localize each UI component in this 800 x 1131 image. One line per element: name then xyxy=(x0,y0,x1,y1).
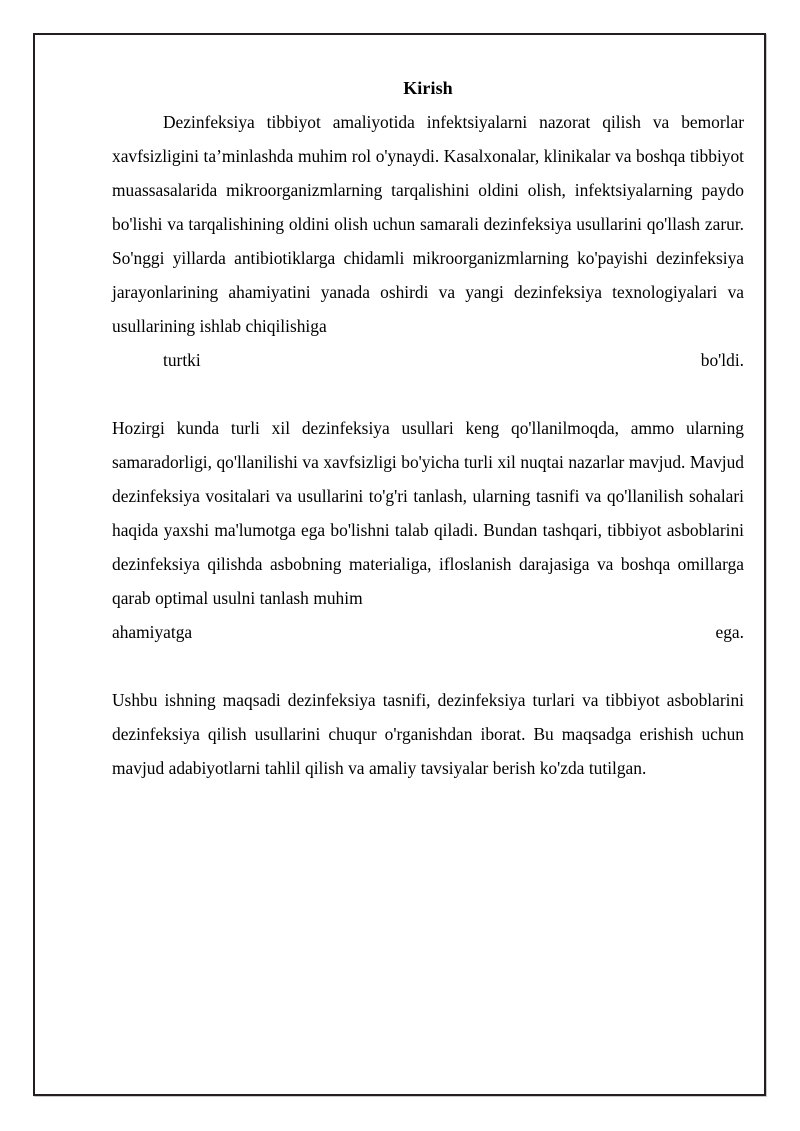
paragraph-2-tail-right: ega. xyxy=(715,622,744,642)
paragraph-3 xyxy=(112,683,744,785)
paragraph-2-tail-left: ahamiyatga xyxy=(112,622,193,642)
paragraph-1-tail-line xyxy=(112,343,744,377)
paragraph-1-body: Dezinfeksiya tibbiyot amaliyotida infektsiyalarni nazorat qilish va bemorlar xavfsizligini ta’minlashda muhim rol o'ynaydi. Kasalxonalar, klinikalar va boshqa tibbiyot muassasalarida mikroorganizmlarning tarqalishini oldini olish, infektsiyalarning paydo bo'lishi va tarqalishining oldini olish uchun samarali dezinfeksiya usullarini qo'llash zarur. So'nggi yillarda antibiotiklarga chidamli mikroorganizmlarning ko'payishi dezinfeksiya jarayonlarining ahamiyatini yanada oshirdi va yangi dezinfeksiya texnologiyalari va usullarining ishlab chiqilishiga xyxy=(112,112,744,336)
paragraph-2-tail-line xyxy=(112,615,744,649)
paragraph-3-body: Ushbu ishning maqsadi dezinfeksiya tasnifi, dezinfeksiya turlari va tibbiyot asboblarini dezinfeksiya qilish usullarini chuqur o'rganishdan iborat. Bu maqsadga erishish uchun mavjud adabiyotlarni tahlil qilish va amaliy tavsiyalar berish ko'zda tutilgan. xyxy=(112,690,744,778)
paragraph-2 xyxy=(112,411,744,649)
page-title: Kirish xyxy=(403,78,453,98)
paragraph-1-tail-right: bo'ldi. xyxy=(700,350,744,370)
paragraph-spacer-2 xyxy=(112,649,744,683)
paragraph-spacer-1 xyxy=(112,377,744,411)
paragraph-1-tail-left: turtki xyxy=(163,350,201,370)
paragraph-2-body: Hozirgi kunda turli xil dezinfeksiya usullari keng qo'llanilmoqda, ammo ularning samaradorligi, qo'llanilishi va xavfsizligi bo'yicha turli xil nuqtai nazarlar mavjud. Mavjud dezinfeksiya vositalari va usullarini to'g'ri tanlash, ularning tasnifi va qo'llanilish sohalari haqida yaxshi ma'lumotga ega bo'lishni talab qiladi. Bundan tashqari, tibbiyot asboblarini dezinfeksiya qilishda asbobning materialiga, ifloslanish darajasiga va boshqa omillarga qarab optimal usulni tanlash muhim xyxy=(112,418,744,608)
paragraph-1 xyxy=(112,105,744,377)
document-text-column xyxy=(112,71,744,785)
document-page xyxy=(33,33,766,1096)
